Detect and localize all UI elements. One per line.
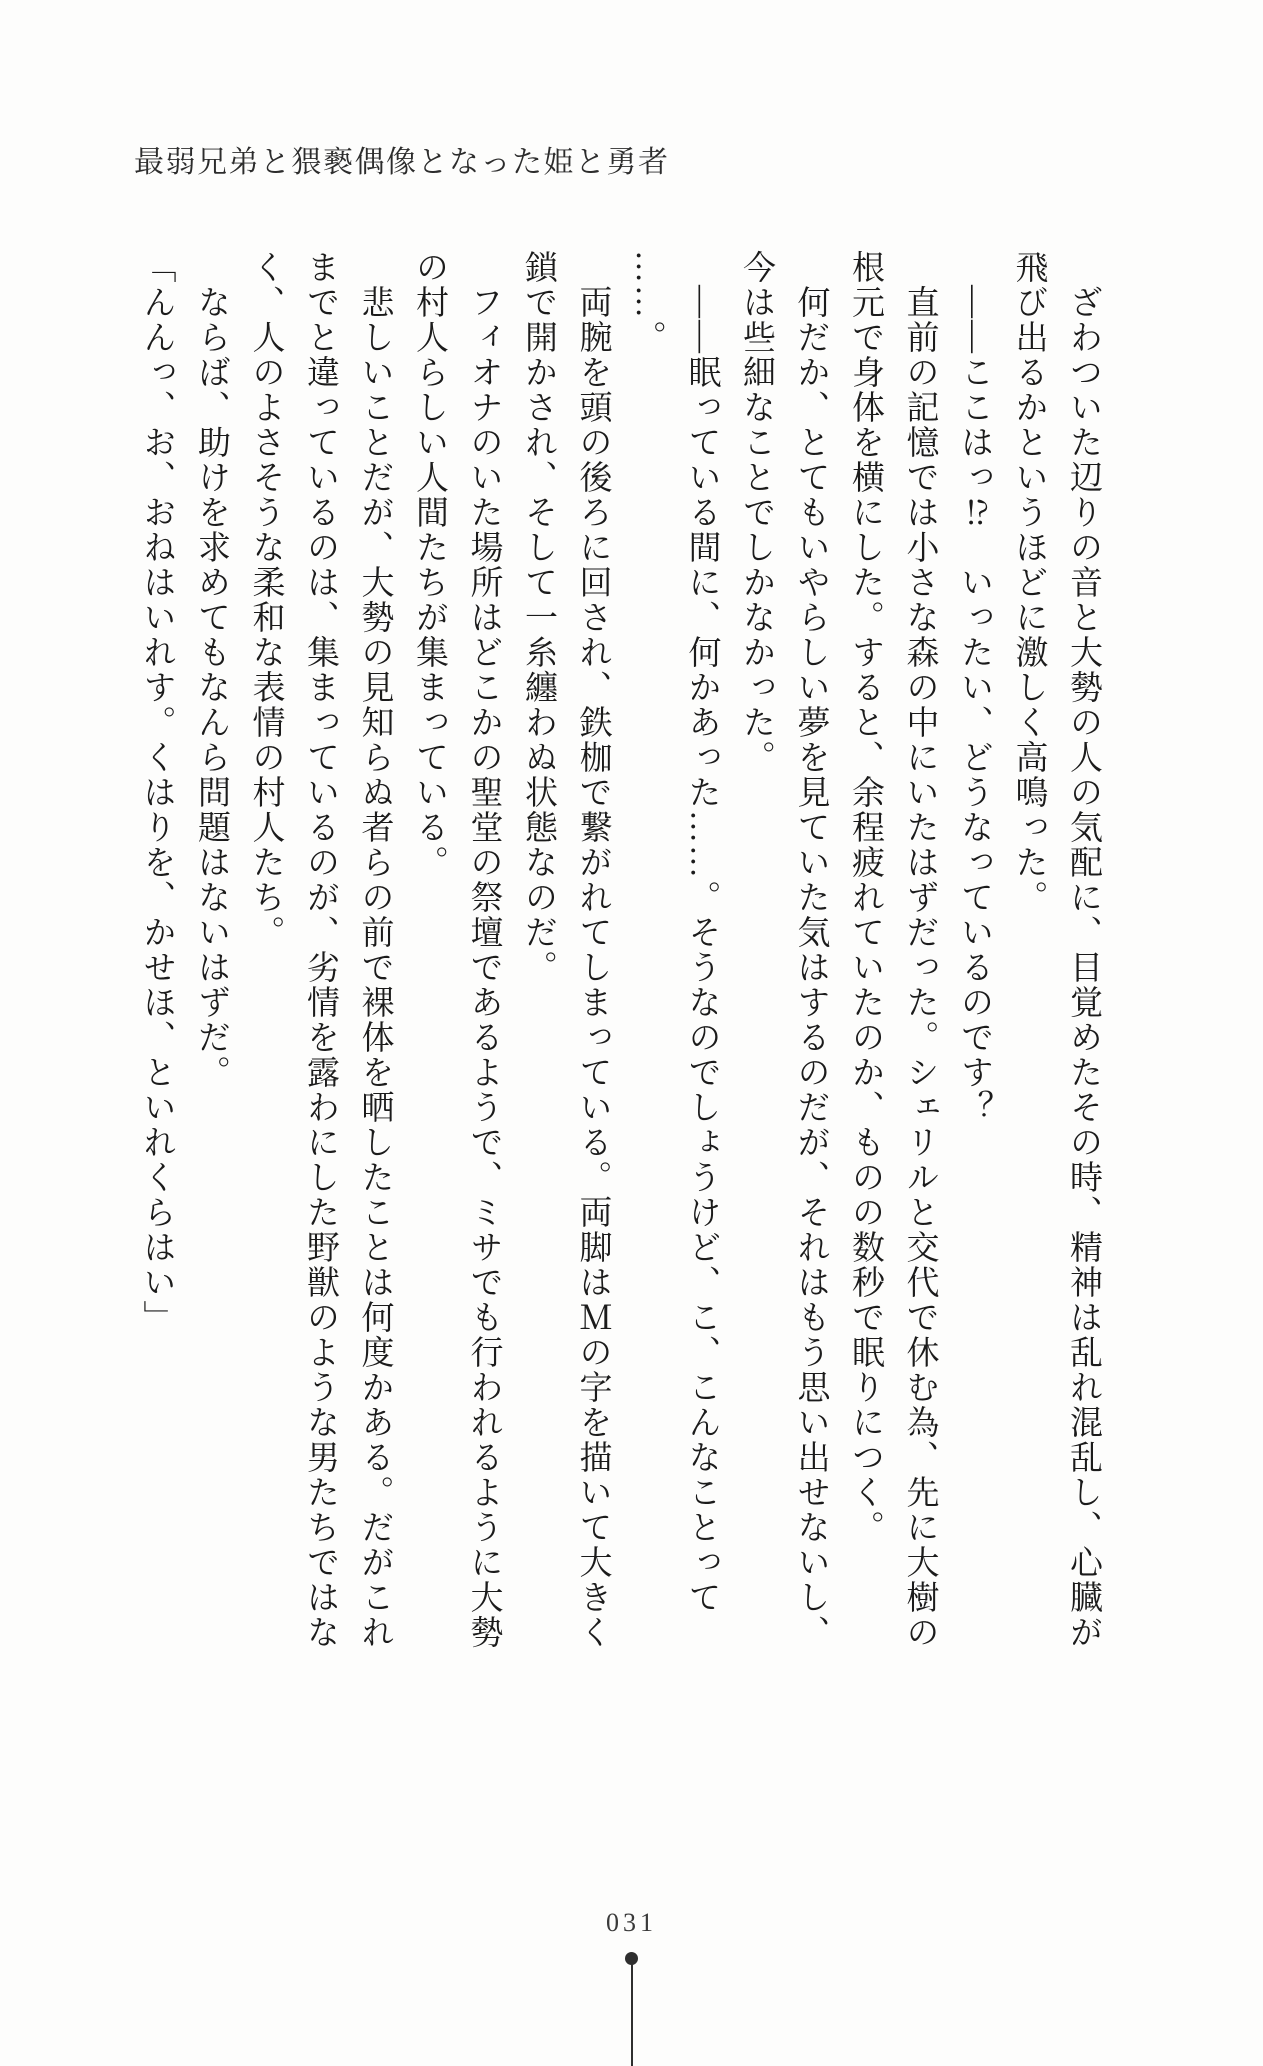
text-column: ――ここはっ⁉ いったい、どうなっているのです？ [956, 250, 992, 1125]
text-column: ――眠っている間に、何かあった……。そうなのでしょうけど、こ、こんなことって [683, 250, 720, 1615]
text-column: ざわついた辺りの音と大勢の人の気配に、目覚めたその時、精神は乱れ混乱し、心臓が [1065, 250, 1101, 1650]
footer-ornament [0, 1952, 1263, 2066]
footer-dot-icon [625, 1952, 638, 1965]
text-column: 飛び出るかというほどに激しく高鳴った。 [1010, 250, 1047, 915]
text-column: 今は些細なことでしかなかった。 [738, 250, 774, 775]
text-column: 根元で身体を横にした。すると、余程疲れていたのか、ものの数秒で眠りにつく。 [847, 250, 883, 1545]
text-column: フィオナのいた場所はどこかの聖堂の祭壇であるようで、ミサでも行われるように大勢 [465, 250, 502, 1650]
text-column: 悲しいことだが、大勢の見知らぬ者らの前で裸体を晒したことは何度かある。だがこれ [356, 250, 393, 1650]
text-column: 両腕を頭の後ろに回され、鉄枷で繋がれてしまっている。両脚はＭの字を描いて大きく [574, 250, 611, 1650]
text-column: 鎖で開かされ、そして一糸纏わぬ状態なのだ。 [520, 250, 556, 985]
text-column: 何だか、とてもいやらしい夢を見ていた気はするのだが、それはもう思い出せないし、 [792, 250, 829, 1650]
footer-rule [631, 1965, 633, 2066]
text-column: 「んんっ、お、おねはいれす。くはりを、かせほ、といれくらはい」 [138, 250, 175, 1335]
body-text [129, 250, 1110, 1660]
text-column: ならば、助けを求めてもなんら問題はないはずだ。 [193, 250, 229, 1090]
text-column: までと違っているのは、集まっているのが、劣情を露わにした野獣のような男たちではな [302, 250, 338, 1650]
page-number: 031 [606, 1908, 657, 1937]
text-column: ……。 [629, 250, 665, 355]
running-title: 最弱兄弟と猥褻偶像となった姫と勇者 [134, 146, 670, 179]
text-column: く、人のよさそうな柔和な表情の村人たち。 [247, 250, 284, 950]
text-column: の村人らしい人間たちが集まっている。 [411, 250, 447, 880]
text-column: 直前の記憶では小さな森の中にいたはずだった。シェリルと交代で休む為、先に大樹の [901, 250, 938, 1650]
